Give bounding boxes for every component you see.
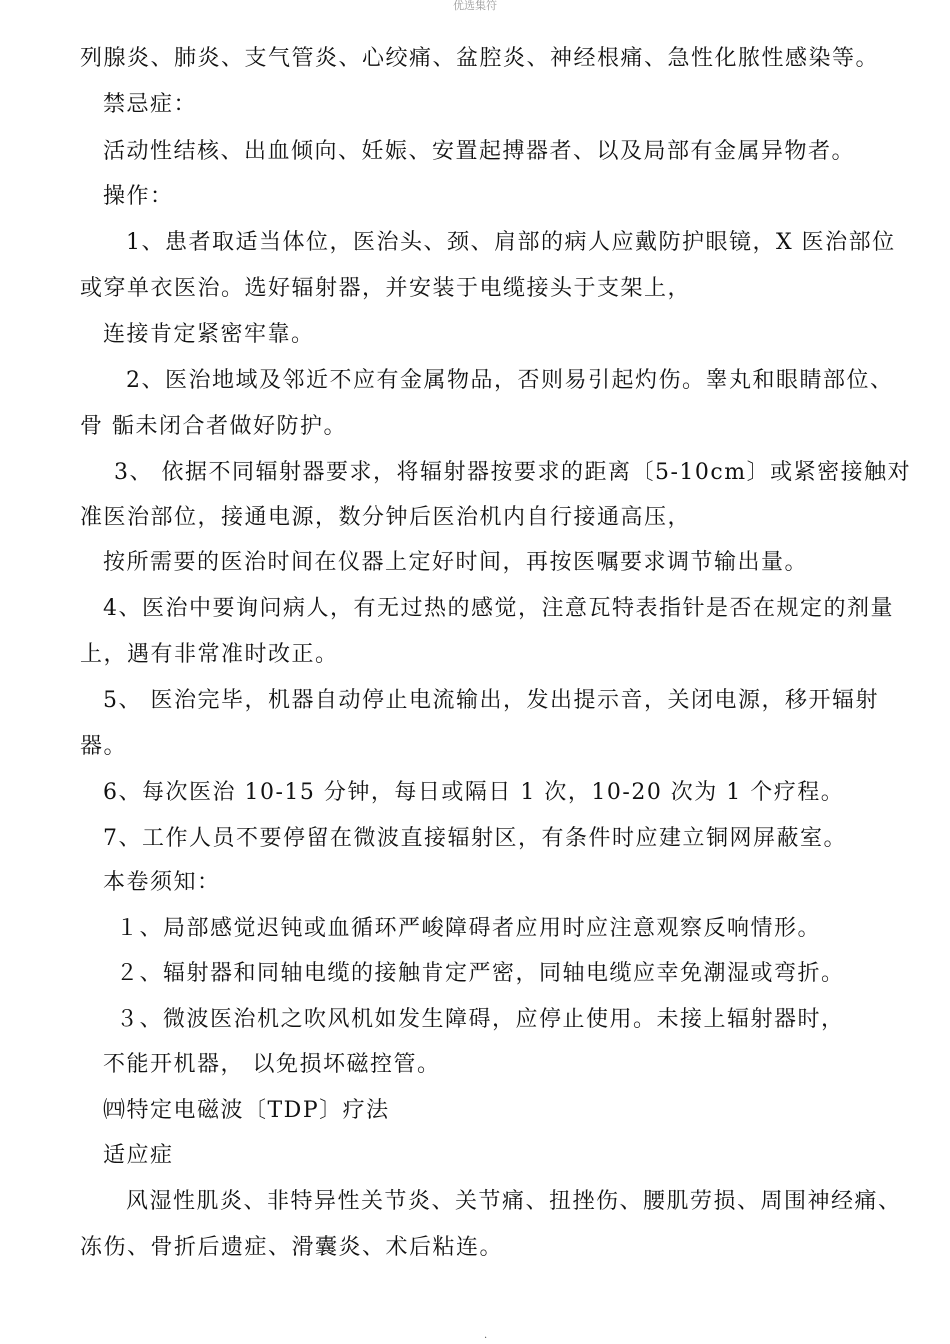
text-line: 4、医治中要询问病人，有无过热的感觉，注意瓦特表指针是否在规定的剂量 (103, 596, 894, 621)
text-line: 器。 (80, 734, 128, 759)
text-line: 1、患者取适当体位，医治头、颈、肩部的病人应戴防护眼镜，X 医治部位 (126, 230, 896, 255)
text-line: 风湿性肌炎、非特异性关节炎、关节痛、扭挫伤、腰肌劳损、周围神经痛、 (126, 1189, 902, 1214)
section-heading: 操作： (103, 184, 174, 209)
text-line: 2、医治地域及邻近不应有金属物品，否则易引起灼伤。睾丸和眼睛部位、 (126, 368, 894, 393)
text-line: 5、 医治完毕，机器自动停止电流输出，发出提示音，关闭电源，移开辐射 (103, 688, 879, 713)
text-line: 活动性结核、出血倾向、妊娠、安置起搏器者、以及局部有金属异物者。 (103, 139, 856, 164)
page-footer-mark: . (484, 1330, 488, 1341)
text-line: 连接肯定紧密牢靠。 (103, 322, 315, 347)
page-header: 优选集符 (453, 0, 497, 12)
text-line: 上，遇有非常准时改正。 (80, 642, 339, 667)
text-line: 冻伤、骨折后遗症、滑囊炎、术后粘连。 (80, 1235, 504, 1260)
text-line: 骨 骺未闭合者做好防护。 (80, 414, 347, 439)
text-line: 按所需要的医治时间在仪器上定好时间，再按医嘱要求调节输出量。 (103, 550, 809, 575)
text-line: １、局部感觉迟钝或血循环严峻障碍者应用时应注意观察反响情形。 (116, 916, 822, 941)
section-heading: 本卷须知： (103, 870, 221, 895)
text-line: ２、辐射器和同轴电缆的接触肯定严密，同轴电缆应幸免潮湿或弯折。 (116, 961, 845, 986)
section-heading: ㈣特定电磁波〔TDP〕疗法 (103, 1098, 390, 1123)
text-line: 6、每次医治 10-15 分钟，每日或隔日 1 次，10-20 次为 1 个疗程。 (103, 780, 845, 805)
text-line: 不能开机器， 以免损坏磁控管。 (103, 1052, 441, 1077)
text-line: 7、工作人员不要停留在微波直接辐射区，有条件时应建立铜网屏蔽室。 (103, 826, 847, 851)
text-line: 列腺炎、肺炎、支气管炎、心绞痛、盆腔炎、神经根痛、急性化脓性感染等。 (80, 46, 880, 71)
section-heading: 适应症 (103, 1143, 174, 1168)
text-line: 或穿单衣医治。选好辐射器，并安装于电缆接头于支架上， (80, 276, 692, 301)
section-heading: 禁忌症： (103, 92, 198, 117)
text-line: 准医治部位，接通电源，数分钟后医治机内自行接通高压， (80, 505, 692, 530)
text-line: 3、 依据不同辐射器要求，将辐射器按要求的距离〔5-10cm〕或紧密接触对 (114, 460, 912, 485)
text-line: ３、微波医治机之吹风机如发生障碍，应停止使用。未接上辐射器时， (116, 1007, 845, 1032)
